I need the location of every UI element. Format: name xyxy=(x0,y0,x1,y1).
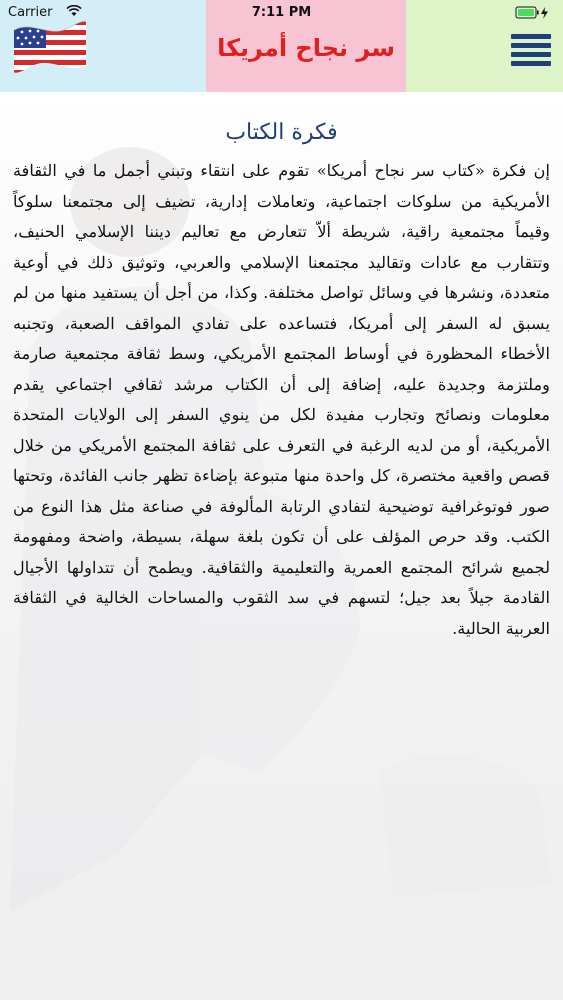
status-bar xyxy=(0,0,563,26)
battery-icon xyxy=(515,6,555,20)
menu-icon xyxy=(511,34,551,66)
app-title: سر نجاح أمريكا xyxy=(217,34,395,62)
section-title: فكرة الكتاب xyxy=(225,120,338,145)
carrier-label: Carrier xyxy=(8,5,53,20)
book-description-text: إن فكرة «كتاب سر نجاح أمريكا» تقوم على انتقاء وتبني أجمل ما في الثقافة الأمريكية من سلوكات اجتماعية، وتعاملات إدارية، تضيف إلى مجتمعنا سلوكاً وقيماً مجتمعية راقية، شريطة ألاّ تتعارض مع تعاليم ديننا الإسلامي الحنيف، وتتقارب مع عادات وتقاليد مجتمعنا الإسلامي والعربي، وتوثيق ذلك في أوعية متعددة، ونشرها في وسائل تواصل مختلفة. وكذا، من أجل أن يستفيد منها من لم يسبق له السفر إلى أمريكا، فتساعده على تفادي المواقف الصعبة، وتجنبه الأخطاء المحظورة في أوساط المجتمع الأمريكي، وسط ثقافة مجتمعية صارمة وملتزمة وجديدة عليه، إضافة إلى أن الكتاب مرشد ثقافي اجتماعي يقدم معلومات ونصائح وتجارب مفيدة لكل من ينوي السفر إلى الولايات المتحدة الأمريكية، أو من لديه الرغبة في التعرف على ثقافة المجتمع الأمريكي من خلال قصص واقعية مختصرة، كل واحدة منها متبوعة بإضاءة تظهر جانب الفائدة، وتحتها صور فوتوغرافية توضيحية لتفادي الرتابة المألوفة في صناعة مثل هذا النوع من الكتب. وقد حرص المؤلف على أن تكون بلغة سهلة، بسيطة، واضحة ومفهومة لجميع شرائح المجتمع العمرية والتعليمية والثقافية. ويطمح أن تتداولها الأجيال القادمة جيلاً بعد جيل؛ لتسهم في سد الثقوب والمساحات الخالية في الثقافة العربية الحالية. xyxy=(13,161,550,638)
status-time: 7:11 PM xyxy=(251,5,312,20)
menu-button[interactable] xyxy=(511,34,551,68)
content-area[interactable] xyxy=(0,92,563,1000)
